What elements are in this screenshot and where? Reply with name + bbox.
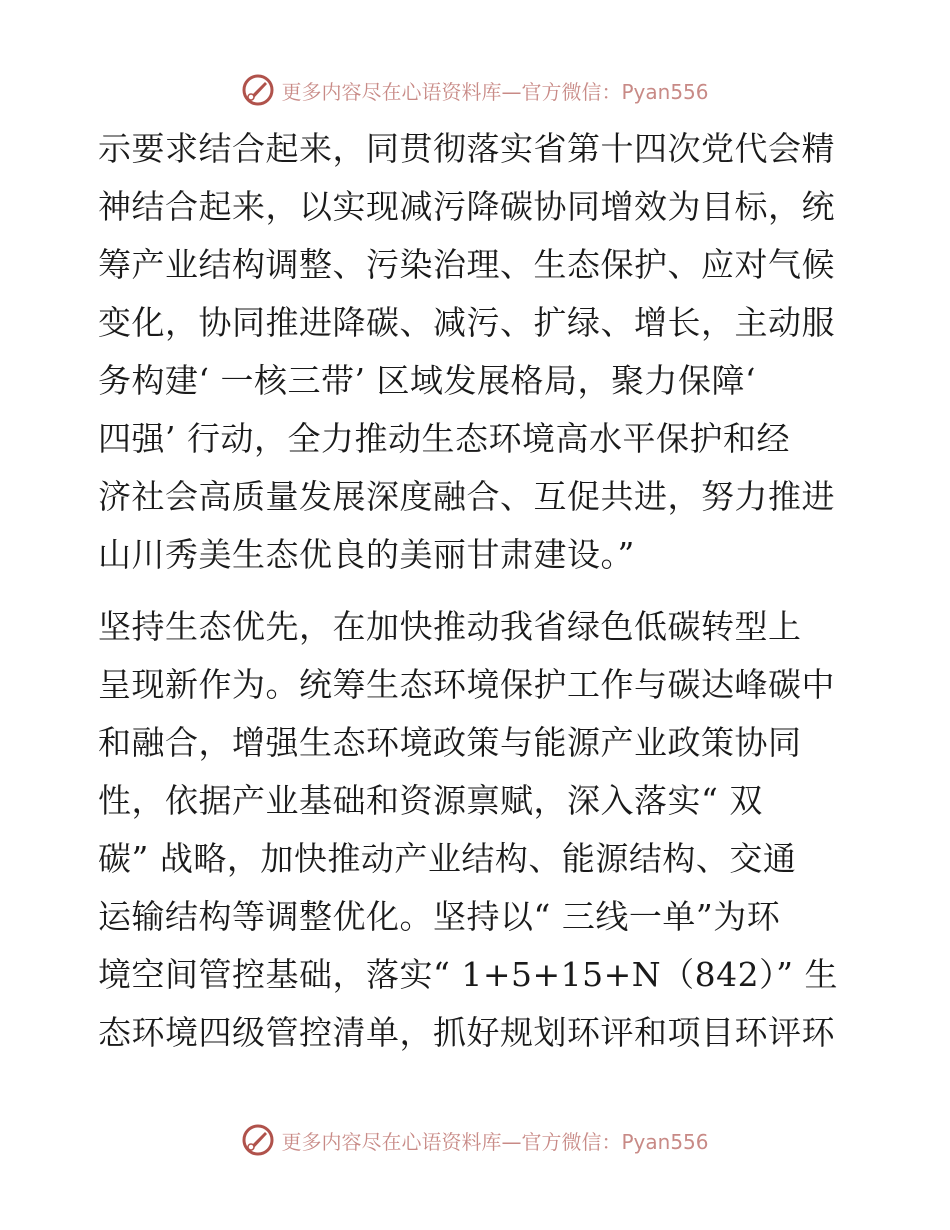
text-line: 碳” 战略，加快推动产业结构、能源结构、交通 xyxy=(98,839,797,878)
text-line: 务构建‘ 一核三带’ 区域发展格局，聚力保障‘ xyxy=(98,361,756,400)
watermark-label: 更多内容尽在心语资料库—官方微信： xyxy=(281,1129,622,1154)
watermark-text xyxy=(281,76,708,105)
text-line: 性，依据产业基础和资源禀赋，深入落实“ 双 xyxy=(98,781,763,820)
document-body xyxy=(98,120,858,1062)
watermark-wechat-id: Pyan556 xyxy=(621,79,709,104)
watermark-wechat-id: Pyan556 xyxy=(621,1129,709,1154)
watermark-text xyxy=(281,1126,708,1155)
feather-logo-icon xyxy=(241,73,275,107)
text-line: 山川秀美生态优良的美丽甘肃建设。” xyxy=(98,535,635,574)
text-line: 筹产业结构调整、污染治理、生态保护、应对气候 xyxy=(98,245,835,284)
feather-logo-icon xyxy=(241,1123,275,1157)
text-line: 变化，协同推进降碳、减污、扩绿、增长，主动服 xyxy=(98,303,835,342)
text-line: 态环境四级管控清单，抓好规划环评和项目环评环 xyxy=(98,1013,835,1052)
watermark-label: 更多内容尽在心语资料库—官方微信： xyxy=(281,79,622,104)
text-line: 和融合，增强生态环境政策与能源产业政策协同 xyxy=(98,723,802,762)
text-line: 坚持生态优先，在加快推动我省绿色低碳转型上 xyxy=(98,607,802,646)
paragraph-1 xyxy=(98,120,858,584)
text-line: 示要求结合起来，同贯彻落实省第十四次党代会精 xyxy=(98,129,835,168)
text-line: 呈现新作为。统筹生态环境保护工作与碳达峰碳中 xyxy=(98,665,835,704)
text-line: 境空间管控基础，落实“ 1+5+15+N（842）” 生 xyxy=(98,955,839,994)
paragraph-spacer xyxy=(98,584,858,598)
text-line: 运输结构等调整优化。坚持以“ 三线一单”为环 xyxy=(98,897,781,936)
text-line: 济社会高质量发展深度融合、互促共进，努力推进 xyxy=(98,477,835,516)
footer-watermark xyxy=(0,1120,950,1160)
text-line: 神结合起来，以实现减污降碳协同增效为目标，统 xyxy=(98,187,835,226)
text-line: 四强’ 行动，全力推动生态环境高水平保护和经 xyxy=(98,419,790,458)
header-watermark xyxy=(0,70,950,110)
paragraph-2 xyxy=(98,598,858,1062)
